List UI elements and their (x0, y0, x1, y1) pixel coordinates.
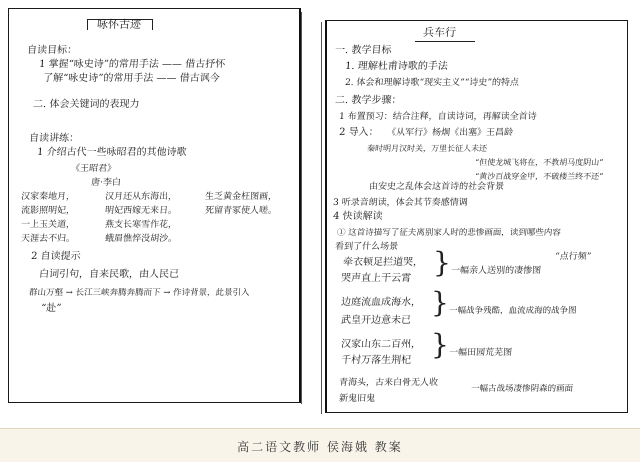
brace-icon: } (433, 246, 451, 279)
note-line: 二. 体会关键词的表现力 (32, 99, 140, 110)
note-line: 看到了什么场景 (334, 242, 399, 252)
poem-quote: 新鬼旧鬼 (338, 394, 376, 404)
note-line: 3 听录音朗读，体会其节奏感情调 (332, 198, 468, 208)
note-line: 4 快读解读 (332, 211, 383, 222)
poem-line: 明妃西嫁无来日。 (104, 206, 178, 216)
poem-title: 《王昭君》 (70, 164, 117, 174)
note-line: 了解“咏史诗”的常用手法 —— 借古讽今 (42, 73, 221, 84)
poem-line: 燕支长寒雪作花， (104, 220, 178, 230)
scene-description: 一幅战争残酷，血流成海的战争图 (448, 306, 577, 316)
poem-quote: 青海头，古来白骨无人收 (338, 378, 439, 388)
right-notebook-page (325, 20, 628, 413)
note-line: 一. 教学目标 (334, 45, 392, 56)
note-line: 2 导入： (338, 127, 379, 138)
note-line: 二. 教学步骤： (334, 95, 402, 106)
note-line: 1. 理解杜甫诗歌的手法 (344, 61, 449, 72)
note-line: 由安史之乱体会这首诗的社会背景 (368, 182, 505, 192)
note-line: 1 掌握“咏史诗”的常用手法 —— 借古抒怀 (38, 59, 226, 70)
note-line: “但使龙城飞将在，不教胡马度阴山” (474, 158, 604, 167)
scene-description: 一幅亲人送别的凄惨图 (450, 266, 542, 276)
poem-quote: 牵衣顿足拦道哭， (342, 257, 424, 268)
poem-quote: 千村万落生荆杞 (340, 355, 412, 366)
brace-icon: } (431, 328, 449, 361)
poem-quote: 汉家山东二百州， (340, 339, 422, 350)
page-edge (298, 12, 302, 404)
note-line: 白词引句，自来民歌，由人民已 (38, 269, 180, 280)
footer-caption: 高二语文教师 侯海娥 教案 (237, 440, 403, 454)
note-line: 1 布置预习：结合注释，自读诗词，再解读全首诗 (338, 112, 537, 122)
poem-line: 汉家秦地月， (20, 192, 76, 202)
note-line: ① 这首诗描写了征夫离别家人时的悲惨画面，读到哪些内容 (336, 228, 562, 238)
poem-author: 唐·李白 (90, 178, 122, 188)
note-line: 自读目标： (26, 45, 78, 56)
poem-quote: 边庭流血成海水， (340, 297, 422, 308)
poem-line: 汉月还从东海出， (104, 192, 178, 202)
right-page-title: 兵车行 (422, 26, 457, 39)
title-underline (415, 41, 475, 42)
note-line: 2 自读提示 (30, 251, 81, 262)
brace-icon: } (431, 286, 449, 319)
note-line: “黄沙百战穿金甲，不破楼兰终不还” (474, 172, 604, 181)
note-line: 群山万壑 → 长江三峡奔腾奔腾而下 → 作诗背景，此景引入 (28, 288, 250, 298)
note-line: 《从军行》杨炯《出塞》王昌龄 (386, 128, 514, 138)
footer-bar (0, 428, 640, 462)
poem-line: 蛾眉憔悴没胡沙。 (104, 234, 178, 244)
poem-line: 死留青冢使人嗟。 (204, 206, 278, 216)
poem-line: 天涯去不归。 (20, 234, 76, 244)
poem-line: 流影照明妃， (20, 206, 76, 216)
note-line: 自读讲练： (28, 133, 80, 144)
note-line: 1 介绍古代一些咏昭君的其他诗歌 (36, 147, 187, 158)
poem-quote: 哭声直上干云霄 (340, 273, 412, 284)
poem-line: 生乏黄金枉图画， (204, 192, 278, 202)
left-notebook-page (8, 8, 301, 403)
scene-description: 一幅古战场凄惨阴森的画面 (470, 384, 574, 394)
note-line: 2. 体会和理解诗歌“现实主义”“诗史”的特点 (344, 78, 520, 88)
annotation: “点行频” (554, 252, 592, 262)
scene-description: 一幅田园荒芜图 (448, 348, 513, 358)
poem-line: 一上玉关道， (20, 220, 76, 230)
poem-quote: 武皇开边意未已 (340, 315, 412, 326)
note-line: 秦时明月汉时关，万里长征人未还 (366, 144, 488, 153)
note-line: “赴” (40, 303, 62, 314)
left-page-title: 咏怀古迹 (96, 18, 142, 31)
